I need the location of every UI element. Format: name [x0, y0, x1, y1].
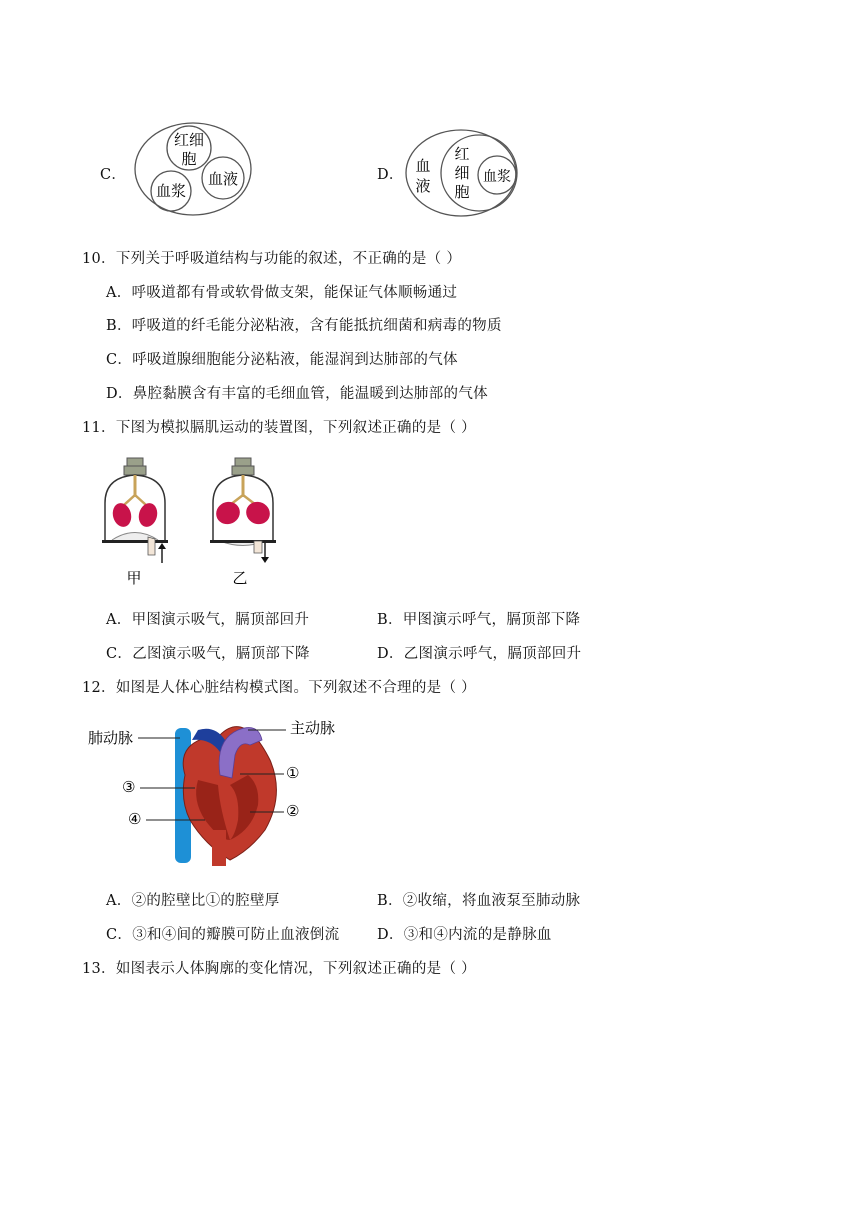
q11-stem: 11．下图为模拟膈肌运动的装置图，下列叙述正确的是（ ）: [82, 420, 476, 436]
q10-option-c: C．呼吸道腺细胞能分泌粘液，能湿润到达肺部的气体: [106, 352, 458, 368]
red-cell-text-3: 胞: [454, 183, 470, 201]
label-yi: 乙: [232, 569, 248, 587]
q12-option-a: A．②的腔壁比①的腔壁厚: [106, 893, 280, 909]
q10-option-d: D．鼻腔黏膜含有丰富的毛细血管，能温暖到达肺部的气体: [106, 386, 488, 402]
q10-stem: 10．下列关于呼吸道结构与功能的叙述，不正确的是（ ）: [82, 251, 462, 267]
plasma-text: 血浆: [155, 182, 187, 200]
q13-stem: 13．如图表示人体胸廓的变化情况，下列叙述正确的是（ ）: [82, 961, 476, 977]
blood-text: 血液: [207, 170, 239, 188]
venn-diagram-c: [133, 120, 253, 218]
q11-option-b: B．甲图演示呼气，膈顶部下降: [377, 612, 581, 628]
plasma-text: 血浆: [483, 169, 511, 185]
q11-option-a: A．甲图演示吸气，膈顶部回升: [106, 612, 310, 628]
option-d-label: D．: [377, 167, 404, 183]
label-num2: ②: [286, 802, 300, 820]
q12-stem: 12．如图是人体心脏结构模式图。下列叙述不合理的是（ ）: [82, 680, 476, 696]
q11-option-c: C．乙图演示吸气，膈顶部下降: [106, 646, 310, 662]
q12-option-d: D．③和④内流的是静脉血: [377, 927, 552, 943]
red-cell-text-1: 红细: [173, 131, 205, 149]
bell-jar-yi: [210, 458, 276, 563]
blood-text-2: 液: [415, 177, 431, 195]
q10-option-b: B．呼吸道的纤毛能分泌粘液，含有能抵抗细菌和病毒的物质: [106, 318, 502, 334]
label-num1: ①: [286, 764, 300, 782]
label-num3: ③: [122, 778, 136, 796]
label-pulmonary-artery: 肺动脉: [88, 729, 134, 747]
diaphragm-model-figure: [100, 455, 310, 590]
label-aorta: 主动脉: [290, 719, 336, 737]
heart-structure-figure: [80, 700, 350, 870]
q10-option-a: A．呼吸道都有骨或软骨做支架，能保证气体顺畅通过: [106, 285, 458, 301]
q11-option-d: D．乙图演示呼气，膈顶部回升: [377, 646, 582, 662]
venn-diagram-d: [404, 127, 520, 219]
label-num4: ④: [128, 810, 142, 828]
red-cell-text-2: 胞: [181, 150, 197, 168]
q12-option-b: B．②收缩，将血液泵至肺动脉: [377, 893, 581, 909]
red-cell-text-1: 红: [454, 145, 470, 163]
blood-text-1: 血: [415, 157, 431, 175]
label-jia: 甲: [126, 569, 142, 587]
bell-jar-jia: [102, 458, 168, 563]
red-cell-text-2: 细: [454, 164, 470, 182]
q12-option-c: C．③和④间的瓣膜可防止血液倒流: [106, 927, 340, 943]
option-c-label: C．: [100, 167, 127, 183]
